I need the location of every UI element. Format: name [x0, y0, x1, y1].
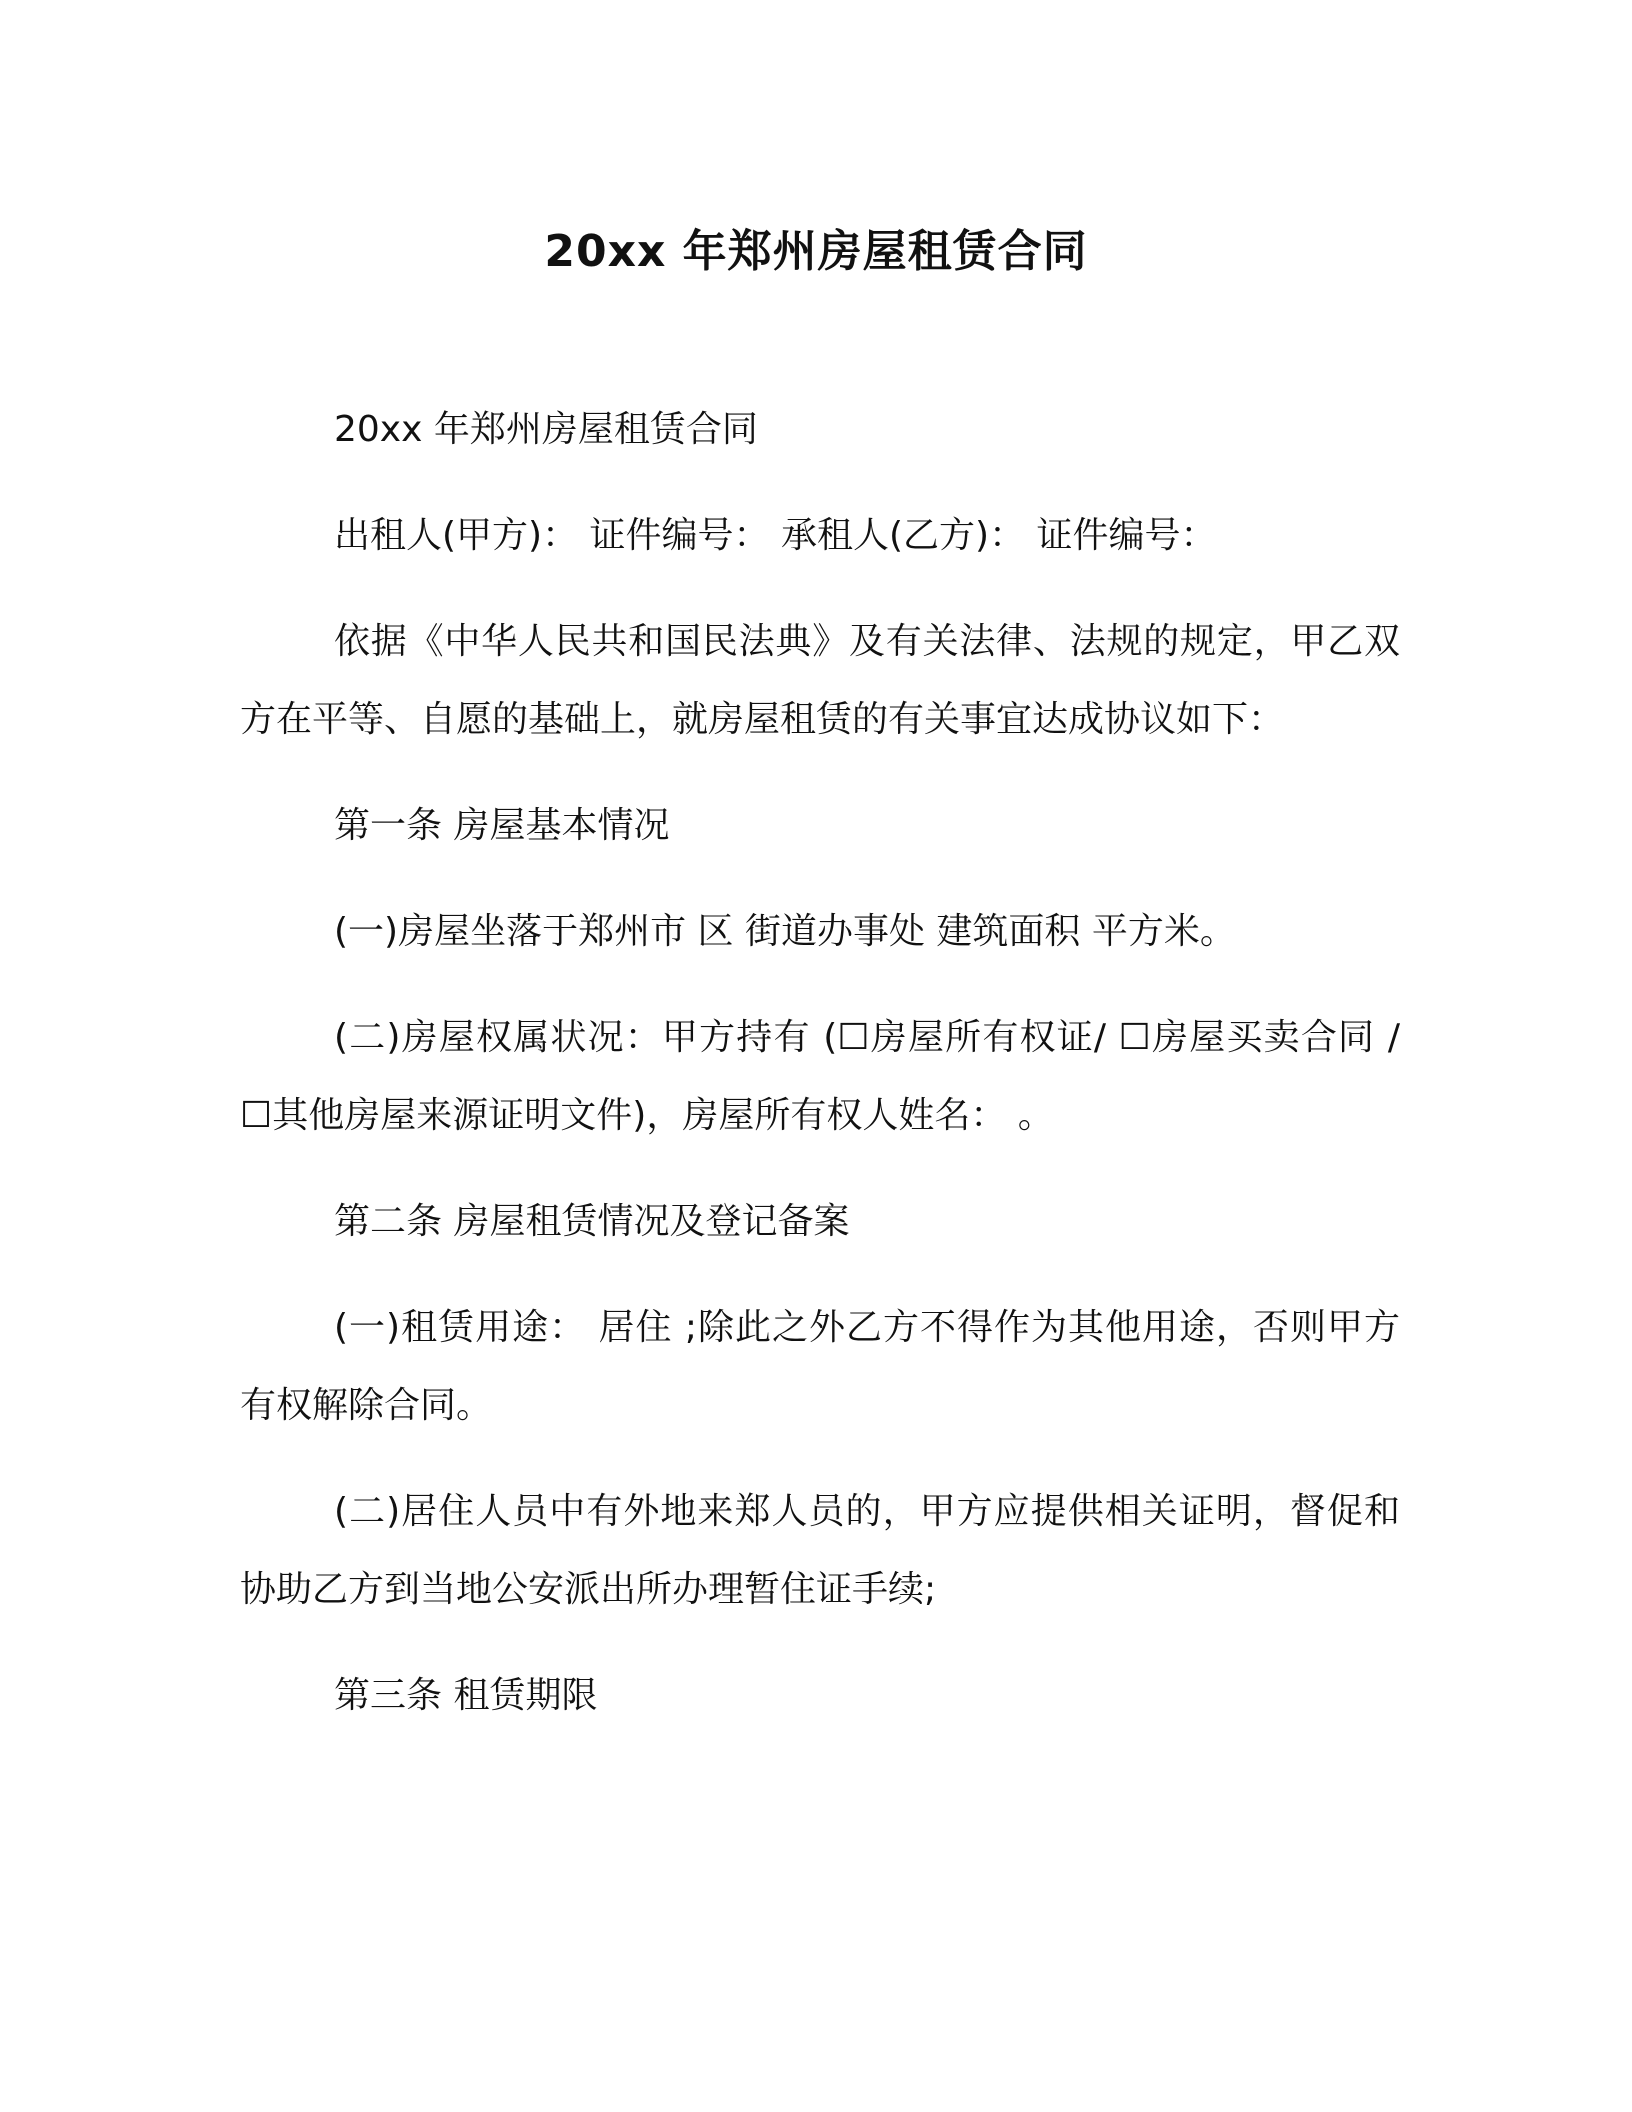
property-ownership-paragraph: (二)房屋权属状况：甲方持有 (☐房屋所有权证/ ☐房屋买卖合同 / ☐其他房屋来源证明文件)，房屋所有权人姓名： 。 — [240, 1017, 1400, 1136]
lease-purpose-paragraph: (一)租赁用途： 居住 ;除此之外乙方不得作为其他用途，否则甲方有权解除合同。 — [240, 1307, 1400, 1426]
residents-paragraph: (二)居住人员中有外地来郑人员的，甲方应提供相关证明，督促和协助乙方到当地公安派出所办理暂住证手续; — [240, 1491, 1400, 1610]
article-1-heading: 第一条 房屋基本情况 — [334, 805, 670, 846]
document-body — [240, 391, 1400, 1763]
document-title: 20xx 年郑州房屋租赁合同 — [544, 226, 1088, 277]
property-location-paragraph: (一)房屋坐落于郑州市 区 街道办事处 建筑面积 平方米。 — [334, 911, 1236, 952]
parties-paragraph: 出租人(甲方)： 证件编号： 承租人(乙方)： 证件编号： — [334, 515, 1217, 556]
article-3-heading: 第三条 租赁期限 — [334, 1675, 598, 1716]
subtitle-paragraph: 20xx 年郑州房屋租赁合同 — [334, 409, 758, 450]
legal-basis-paragraph: 依据《中华人民共和国民法典》及有关法律、法规的规定，甲乙双方在平等、自愿的基础上，就房屋租赁的有关事宜达成协议如下： — [240, 621, 1400, 740]
article-2-heading: 第二条 房屋租赁情况及登记备案 — [334, 1201, 850, 1242]
